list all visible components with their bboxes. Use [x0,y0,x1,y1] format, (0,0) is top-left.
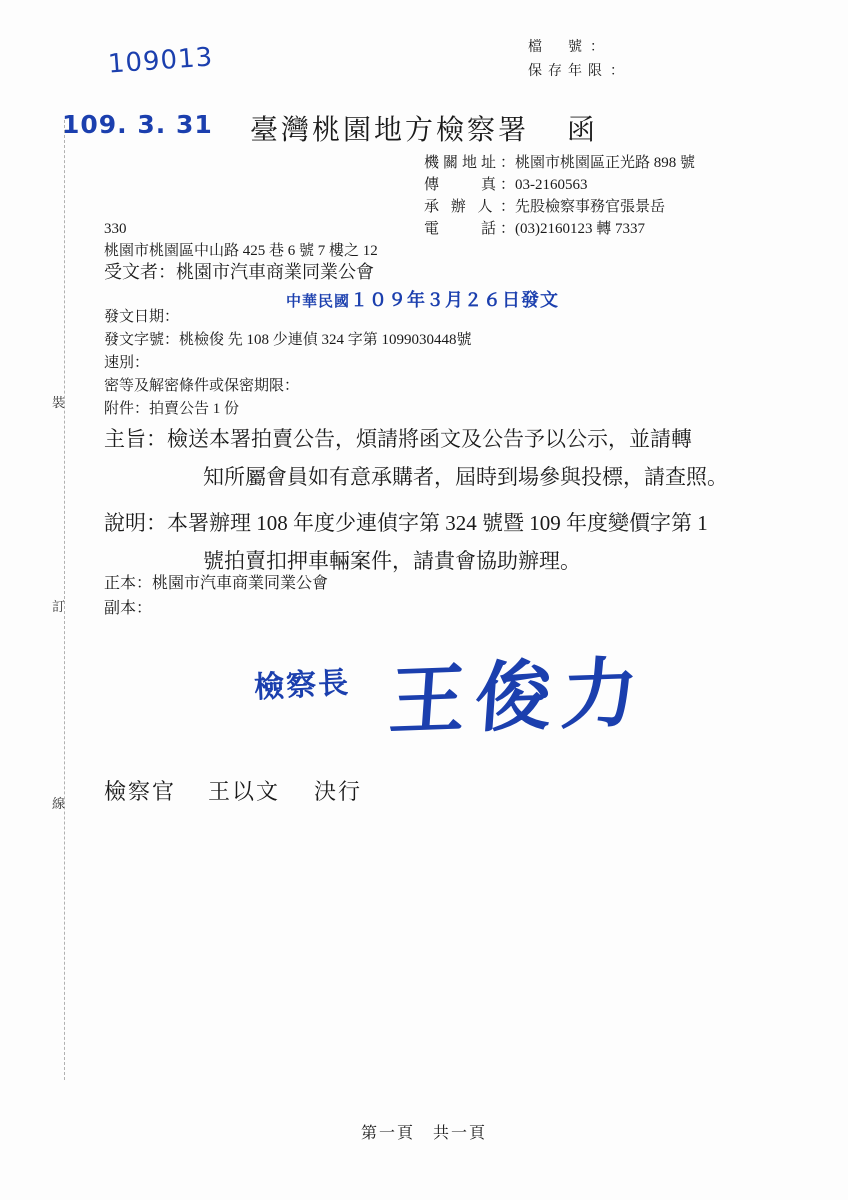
binding-mark-ding: 訂 [52,599,68,614]
paragraph-text [167,420,728,496]
file-no-row [528,36,624,60]
issuing-organization: 臺灣桃園地方檢察署 [250,115,530,146]
page-footer [0,1120,848,1143]
paragraph-line: 本署辦理 108 年度少連偵字第 324 號暨 109 年度變價字第 1 [167,511,708,535]
contact-row [424,218,695,240]
paragraph-head: 主旨： [104,427,167,451]
file-no-label: 檔 號 [528,40,588,55]
decision-name: 王以文 [208,779,281,804]
retention-label: 保存年限 [528,64,608,79]
meta-field-row: 密等及解密條件或保密期限： [104,378,300,394]
contact-label: 傳 真 [424,177,501,193]
contact-label: 機關地址 [424,155,501,171]
issue-date-value: １０９年３月２６日發文 [350,290,560,310]
page-title [250,108,598,148]
signature-name: 王俊力 [386,647,651,746]
decision-action: 決行 [314,779,363,804]
signature-title: 檢察長 [253,665,352,706]
contact-value: ：桃園市桃園區正光路 898 號 [500,155,696,171]
issue-date-prefix: 中華民國 [286,294,351,310]
body-paragraph-explanation [104,504,764,580]
retention-colon: ： [610,64,624,79]
contact-label: 承 辦 人 [424,199,497,215]
paragraph-text [167,504,708,580]
meta-field-row: 速別： [104,355,150,371]
original-recipient: 正本：桃園市汽車商業同業公會 [104,575,329,592]
retention-row [528,60,624,84]
meta-field-row: 附件：拍賣公告 1 份 [104,401,240,417]
decision-role: 檢察官 [104,779,177,804]
recipient-zip: 330 [104,221,127,237]
binding-mark-zhuang: 裝 [52,395,68,410]
header-meta [528,36,624,84]
binding-mark-xian: 線 [52,796,68,811]
decision-line [104,775,362,806]
contact-value: ：03-2160563 [500,177,588,193]
meta-field-row: 發文日期： [104,309,180,325]
body-paragraph-subject [104,420,764,496]
paragraph-line: 知所屬會員如有意承購者，屆時到場參與投標，請查照。 [203,465,728,489]
recipient-name: 受文者：桃園市汽車商業同業公會 [104,262,374,282]
document-body [104,420,764,588]
handwritten-file-number: 109013 [107,42,215,80]
paragraph-line: 檢送本署拍賣公告，煩請將函文及公告予以公示，並請轉 [167,427,692,451]
contact-value: ：(03)2160123 轉 7337 [500,221,645,237]
meta-fields [104,306,472,421]
file-no-colon: ： [590,40,604,55]
handwritten-date: 109. 3. 31 [62,110,213,139]
recipient-address: 桃園市桃園區中山路 425 巷 6 號 7 樓之 12 [104,243,378,259]
contact-row [424,196,695,218]
meta-field-row: 發文字號：桃檢俊 先 108 少連偵 324 字第 1099030448號 [104,332,472,348]
document-kind: 函 [567,115,599,146]
footer-page-number: 第一頁 [360,1125,415,1142]
footer-total-pages: 共一頁 [433,1125,488,1142]
contact-value: ：先股檢察事務官張景岳 [500,199,666,215]
copy-recipient: 副本： [104,600,153,617]
contact-label: 電 話 [424,221,501,237]
paragraph-head: 說明： [104,511,167,535]
contact-row [424,174,695,196]
paragraph-line: 號拍賣扣押車輛案件，請貴會協助辦理。 [203,549,581,573]
contact-row [424,152,695,174]
contact-block [424,152,695,240]
